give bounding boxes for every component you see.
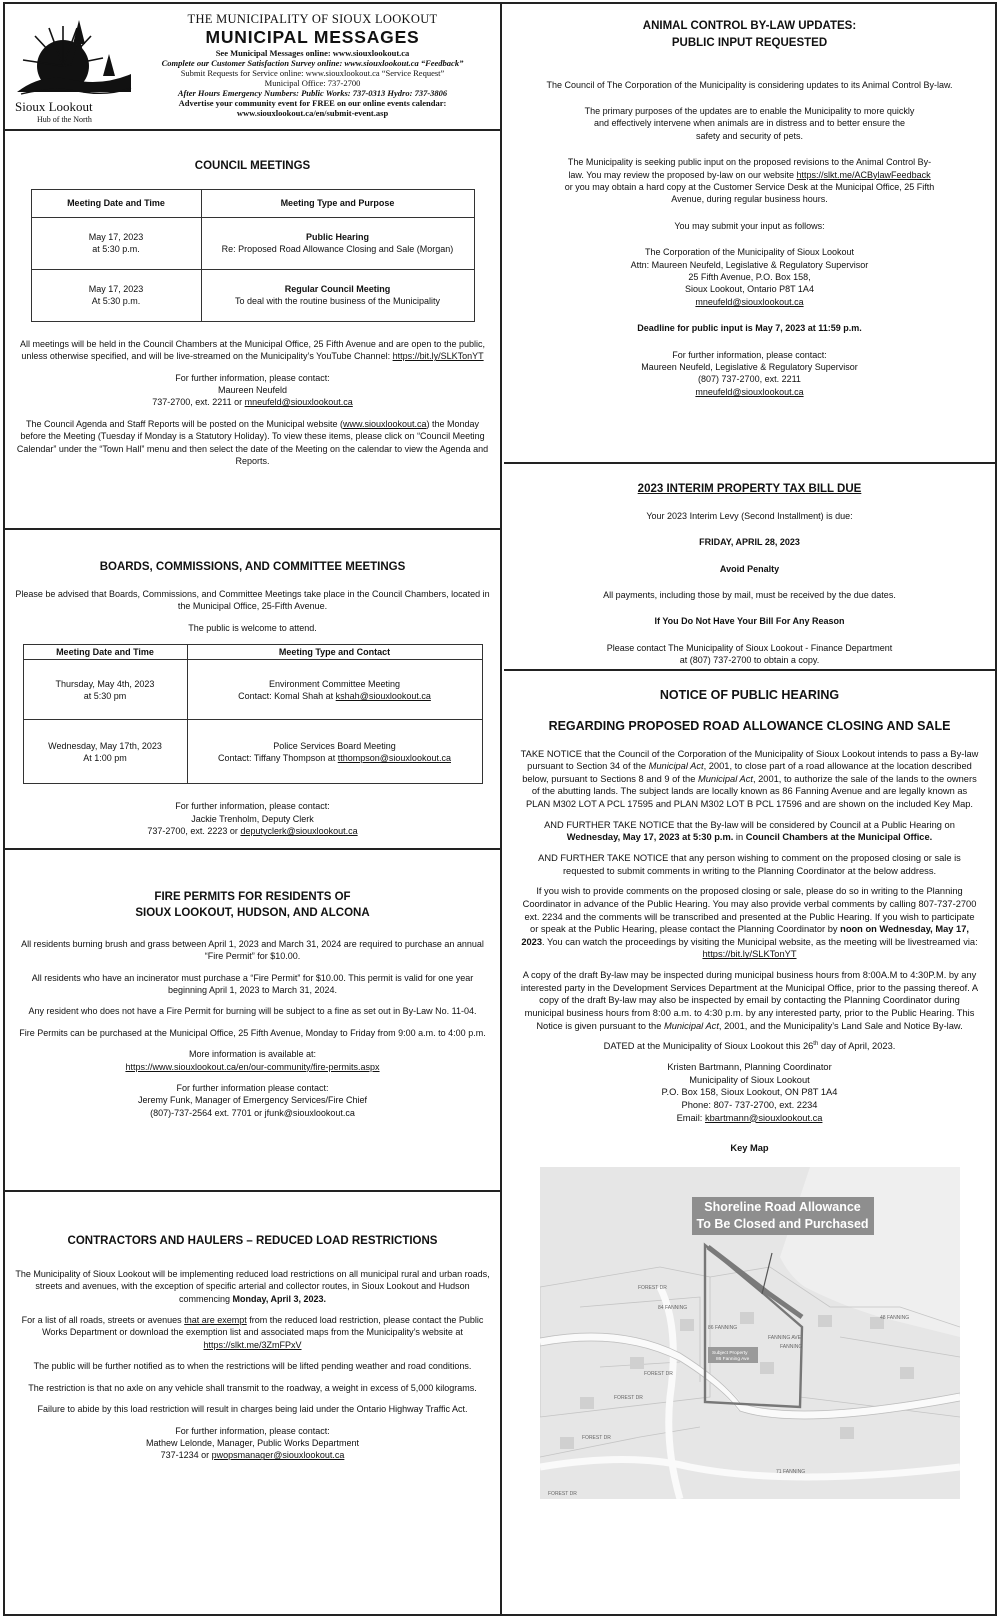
header-line-3: Submit Requests for Service online: www.siouxlookout.ca “Service Request” xyxy=(180,68,445,79)
key-map-title: Key Map xyxy=(730,1143,769,1154)
left-column xyxy=(5,4,502,1614)
header-line-4: Municipal Office: 737-2700 xyxy=(264,78,361,89)
council-paragraph-3: The Council Agenda and Staff Reports will be posted on the Municipal website (www.siouxlookout.ca) the Monday before the Meeting (Tuesday if Monday is a Statutory Holiday). To view these items, please click on “Council Meeting Calendar” under the “Town Hall” menu and then select the date of the Meeting on the calendar to view the Agenda and Reports. xyxy=(16,418,489,467)
fire-contact: For further information please contact: Jeremy Funk, Manager of Emergency Services/Fire Chief (807)-737-2564 ext. 7701 or jfunk@siouxlookout.ca xyxy=(137,1082,368,1118)
council-meetings-section xyxy=(5,133,500,530)
tax-heading: 2023 INTERIM PROPERTY TAX BILL DUE xyxy=(637,483,862,495)
fire-permits-section xyxy=(5,852,500,1192)
animal-control-section xyxy=(504,4,995,464)
table-row xyxy=(31,269,474,321)
boards-heading: BOARDS, COMMISSIONS, AND COMMITTEE MEETINGS xyxy=(99,561,406,573)
fire-heading: FIRE PERMITS FOR RESIDENTS OF SIOUX LOOKOUT, HUDSON, AND ALCONA xyxy=(135,891,370,919)
boards-section xyxy=(5,532,500,850)
tax-paragraph-1: Your 2023 Interim Levy (Second Installment) is due: xyxy=(646,510,853,521)
animal-deadline: Deadline for public input is May 7, 2023 at 11:59 p.m. xyxy=(637,323,862,334)
council-row2-time: At 5:30 p.m. xyxy=(91,296,141,307)
boards-row2-date: Wednesday, May 17th, 2023 xyxy=(48,740,162,751)
map-street-label: FANNING xyxy=(779,1343,802,1350)
public-hearing-section xyxy=(504,673,995,1618)
header-municipality: THE MUNICIPALITY OF SIOUX LOOKOUT xyxy=(187,12,438,26)
boards-paragraph-2: The public is welcome to attend. xyxy=(188,622,317,633)
council-heading: COUNCIL MEETINGS xyxy=(194,160,311,172)
boards-col-type: Meeting Type and Contact xyxy=(187,645,482,660)
council-table xyxy=(31,189,475,322)
hearing-paragraph-2: AND FURTHER TAKE NOTICE that the By-law will be considered by Council at a Public Hearing on Wednesday, May 17, 2023 at 5:30 p.m. in Council Chambers at the Municipal Office. xyxy=(544,819,955,843)
header-line-1: See Municipal Messages online: www.siouxlookout.ca xyxy=(215,48,410,59)
animal-paragraph-1: The Council of The Corporation of the Municipality is considering updates to its Animal Control By-law. xyxy=(546,79,953,90)
tax-bill-section xyxy=(504,466,995,671)
table-row: Wednesday, May 17th, 2023 At 1:00 pm Police Services Board Meeting Contact: Tiffany Thompson at tthompson@siouxlookout.ca xyxy=(23,720,482,784)
map-street-label: FOREST DR xyxy=(547,1490,577,1497)
header-line-7: www.siouxlookout.ca/en/submit-event.asp xyxy=(236,108,389,119)
header-line-5: After Hours Emergency Numbers: Public Works: 737-0313 Hydro: 737-3806 xyxy=(177,88,448,99)
hearing-paragraph-4: If you wish to provide comments on the proposed closing or sale, please do so in writing to the Planning Coordinator in advance of the Public Hearing. You may also provide verbal comments by calling 807-737-2700 ext. 2234 and the comments will be transcribed and presented at the Public Hearing. If you wish to participate or speak at the Public Hearing, please contact the Planning Coordinator by noon on Wednesday, May 17, 2023. You can watch the proceedings by visiting the Municipal website, as the meeting will be livestreamed via: https://bit.ly/SLKTonYT xyxy=(521,886,978,960)
animal-heading: ANIMAL CONTROL BY-LAW UPDATES: PUBLIC INPUT REQUESTED xyxy=(642,20,857,50)
header-title: MUNICIPAL MESSAGES xyxy=(205,26,420,47)
newspaper-page xyxy=(3,2,997,1616)
tax-paragraph-2: All payments, including those by mail, must be received by the due dates. xyxy=(603,590,896,601)
hearing-notice-text xyxy=(520,748,979,1155)
council-row2-purpose: To deal with the routine business of the Municipality xyxy=(234,296,441,307)
boards-row1-time: at 5:30 pm xyxy=(83,690,127,701)
map-street-label: FOREST DR xyxy=(613,1394,643,1401)
boards-row1-date: Thursday, May 4th, 2023 xyxy=(55,678,155,689)
map-street-label: FOREST DR xyxy=(643,1370,673,1377)
hearing-dated: DATED at the Municipality of Sioux Lookout this 26th day of April, 2023. xyxy=(603,1041,896,1052)
map-street-label: 84 FANNING xyxy=(657,1304,687,1311)
planning-email-link[interactable]: kbartmann@siouxlookout.ca xyxy=(704,1112,823,1123)
boards-col-date: Meeting Date and Time xyxy=(23,645,187,660)
key-map xyxy=(540,1167,960,1499)
boards-row1-email[interactable]: kshah@siouxlookout.ca xyxy=(335,690,431,701)
hearing-paragraph-1: TAKE NOTICE that the Council of the Corporation of the Municipality of Sioux Lookout intends to pass a By-law pursuant to Section 34 of the Municipal Act, 2001, to close part of a road allowance at the location described below, pursuant to Sections 8 and 9 of the Municipal Act, 2001, to authorize the sale of the lands to the owners of the abutting lands. The subject lands are locally known as 86 Fanning Avenue and are legally known as PLAN M302 LOT A PCL 17595 and PLAN M302 LOT B PCL 17596 and are shown on the included Key Map. xyxy=(520,748,979,810)
boards-paragraph-1: Please be advised that Boards, Commissions, and Committee Meetings take place in the Council Chambers, located in the Municipal Office, 25-Fifth Avenue. xyxy=(15,588,490,612)
council-contact: For further information, please contact: Maureen Neufeld 737-2700, ext. 2211 or mneufeld@siouxlookout.ca xyxy=(152,372,353,408)
animal-contact-email[interactable]: mneufeld@siouxlookout.ca xyxy=(695,386,804,397)
fire-paragraph-1: All residents burning brush and grass between April 1, 2023 and March 31, 2024 are required to purchase an annual “Fire Permit” for $10.00. xyxy=(21,938,484,962)
fire-paragraph-2: All residents who have an incinerator must purchase a “Fire Permit” for $10.00. This permit is valid for one year beginning April 1, 2023 to March 31, 2024. xyxy=(31,972,474,995)
header-text xyxy=(129,12,496,119)
council-row1-purpose: Re: Proposed Road Allowance Closing and Sale (Morgan) xyxy=(221,244,454,255)
website-link[interactable]: www.siouxlookout.ca xyxy=(342,418,427,429)
roads-paragraph-2: For a list of all roads, streets or avenues that are exempt from the reduced load restriction, please contact the Public Works Department or download the exemption list and associated maps from the Municipality’s website at https://slkt.me/3ZmFPxV xyxy=(21,1315,484,1350)
header-line-6: Advertise your community event for FREE on our online events calendar: xyxy=(178,98,447,109)
header-line-2: Complete our Customer Satisfaction Survey online: www.siouxlookout.ca “Feedback” xyxy=(161,58,464,69)
roads-paragraph-5: Failure to abide by this load restriction will result in charges being laid under the Ontario Highway Traffic Act. xyxy=(37,1404,468,1415)
council-email-link[interactable]: mneufeld@siouxlookout.ca xyxy=(244,397,353,408)
hearing-heading-2: REGARDING PROPOSED ROAD ALLOWANCE CLOSING AND SALE xyxy=(548,719,951,734)
logo-name: Sioux Lookout xyxy=(15,99,93,114)
fire-paragraph-3: Any resident who does not have a Fire Permit for burning will be subject to a fine as set out in By-Law No. 11-04. xyxy=(28,1006,477,1017)
sioux-lookout-logo xyxy=(13,14,137,126)
fire-more-info: More information is available at: https://www.siouxlookout.ca/en/our-community/fire-permits.aspx xyxy=(125,1049,380,1072)
boards-contact: For further information, please contact: Jackie Trenholm, Deputy Clerk 737-2700, ext. 2223 or deputyclerk@siouxlookout.ca xyxy=(147,801,358,837)
roads-paragraph-4: The restriction is that no axle on any vehicle shall transmit to the roadway, a weight in excess of 5,000 kilograms. xyxy=(28,1382,477,1393)
council-col-type: Meeting Type and Purpose xyxy=(201,189,474,217)
hearing-paragraph-3: AND FURTHER TAKE NOTICE that any person wishing to comment on the proposed closing or sale is requested to submit comments in writing to the Planning Coordinator at the below address. xyxy=(538,852,961,876)
animal-paragraph-4: You may submit your input as follows: xyxy=(674,220,825,231)
animal-contact: For further information, please contact: Maureen Neufeld, Legislative & Regulatory Supervisor (807) 737-2700, ext. 2211 mneufeld@siouxlookout.ca xyxy=(641,349,858,397)
map-street-label: 71 FANNING xyxy=(775,1468,805,1475)
table-row: Thursday, May 4th, 2023 at 5:30 pm Environment Committee Meeting Contact: Komal Shah at kshah@siouxlookout.ca xyxy=(23,660,482,720)
fire-permits-link[interactable]: https://www.siouxlookout.ca/en/our-community/fire-permits.aspx xyxy=(125,1061,380,1072)
roads-heading: CONTRACTORS AND HAULERS – REDUCED LOAD RESTRICTIONS xyxy=(67,1235,438,1247)
hearing-paragraph-5: A copy of the draft By-law may be inspected during municipal business hours from 8:00A.M to 4:30P.M. by any interested party in the Development Services Department at the Municipal Office, prior to the passing thereof. A copy of the draft By-law may also be inspected by email by contacting the Planning Coordinator during municipal business hours from 8:00 a.m. to 4:30 p.m. by any interested party, prior to the Public Hearing. This Notice is given pursuant to the Municipal Act, 2001, and the Municipality’s Land Sale and Notice By-law. xyxy=(520,970,979,1031)
table-row xyxy=(31,217,474,269)
exemption-list-link[interactable]: https://slkt.me/3ZmFPxV xyxy=(203,1339,302,1350)
map-street-label: FOREST DR xyxy=(581,1434,611,1441)
hearing-heading-1: NOTICE OF PUBLIC HEARING xyxy=(659,688,840,702)
hearing-signature: Kristen Bartmann, Planning Coordinator Municipality of Sioux Lookout P.O. Box 158, Sioux Lookout, ON P8T 1A4 Phone: 807- 737-2700, ext. 2234 Email: kbartmann@siouxlookout.ca xyxy=(661,1062,838,1123)
map-subject-label-2: 86 Fanning Ave xyxy=(715,1356,749,1362)
load-restrictions-section xyxy=(5,1194,500,1618)
boards-table xyxy=(23,644,483,784)
boards-row2-type: Police Services Board Meeting xyxy=(273,740,396,751)
map-callout-label: Shoreline Road Allowance To Be Closed and Purchased xyxy=(692,1197,874,1235)
boards-row1-type: Environment Committee Meeting xyxy=(268,678,401,689)
municipal-header xyxy=(5,4,500,131)
fire-paragraph-4: Fire Permits can be purchased at the Municipal Office, 25 Fifth Avenue, Monday to Friday from 9:00 a.m. to 4:00 p.m. xyxy=(19,1027,486,1038)
tax-paragraph-4: Please contact The Municipality of Sioux Lookout - Finance Department at (807) 737-2700 to obtain a copy. xyxy=(606,642,893,666)
boards-row2-email[interactable]: tthompson@siouxlookout.ca xyxy=(337,752,451,763)
roads-email-link[interactable]: pwopsmanager@siouxlookout.ca xyxy=(211,1450,345,1461)
map-street-label: FANNING AVE xyxy=(767,1334,801,1341)
livestream-link[interactable]: https://bit.ly/SLKTonYT xyxy=(702,949,797,960)
animal-address-email[interactable]: mneufeld@siouxlookout.ca xyxy=(695,296,804,307)
council-row1-type: Public Hearing xyxy=(305,231,369,242)
map-street-label: FOREST DR xyxy=(637,1284,667,1291)
map-subject-label-1: Subject Property xyxy=(711,1350,747,1356)
logo-tagline: Hub of the North xyxy=(37,115,92,124)
map-street-label: 48 FANNING xyxy=(879,1314,909,1321)
council-row1-time: at 5:30 p.m. xyxy=(92,244,140,255)
roads-paragraph-3: The public will be further notified as to when the restrictions will be lifted pending weather and road conditions. xyxy=(33,1361,472,1372)
council-row2-date: May 17, 2023 xyxy=(88,283,144,294)
animal-paragraph-3: The Municipality is seeking public input on the proposed revisions to the Animal Control By-law. You may review the proposed by-law on our website https://slkt.me/ACBylawFeedback or you may obtain a hard copy at the Customer Service Desk at the Municipal Office, 25 Fifth Avenue, during regular business hours. xyxy=(564,157,935,205)
council-paragraph-1: All meetings will be held in the Council Chambers at the Municipal Office, 25 Fifth Avenue and are open to the public, unless otherwise specified, and will be live-streamed on the Municipality’s YouTube Channel: https://bit.ly/SLKTonYT xyxy=(20,338,485,362)
right-column xyxy=(504,4,995,1614)
boards-email-link[interactable]: deputyclerk@siouxlookout.ca xyxy=(240,826,358,837)
tax-paragraph-3: If You Do Not Have Your Bill For Any Reason xyxy=(654,616,845,627)
animal-bylaw-link[interactable]: https://slkt.me/ACBylawFeedback xyxy=(796,169,931,180)
roads-contact: For further information, please contact: Mathew Lelonde, Manager, Public Works Department 737-1234 or pwopsmanager@siouxlookout.ca xyxy=(146,1425,359,1461)
animal-paragraph-2: The primary purposes of the updates are to enable the Municipality to more quickly and effectively intervene when animals are in distress and to better ensure the safety and security of pets. xyxy=(584,105,915,141)
roads-paragraph-1: The Municipality of Sioux Lookout will be implementing reduced load restrictions on all municipal rural and urban roads, streets and avenues, with the exception of specific arterial and collector routes, in Sioux Lookout and Hudson commencing Monday, April 3, 2023. xyxy=(15,1268,490,1304)
tax-due-date: FRIDAY, APRIL 28, 2023 xyxy=(699,537,800,548)
tax-avoid-penalty: Avoid Penalty xyxy=(719,563,780,574)
youtube-link[interactable]: https://bit.ly/SLKTonYT xyxy=(392,351,484,362)
boards-row2-time: At 1:00 pm xyxy=(83,752,127,763)
animal-address: The Corporation of the Municipality of Sioux Lookout Attn: Maureen Neufeld, Legislative & Regulatory Supervisor 25 Fifth Avenue, P.O. Box 158, Sioux Lookout, Ontario P8T 1A4 mneufeld@siouxlookout.ca xyxy=(630,247,869,307)
map-street-label: 86 FANNING xyxy=(707,1324,737,1331)
council-row2-type: Regular Council Meeting xyxy=(284,283,391,294)
council-row1-date: May 17, 2023 xyxy=(88,231,144,242)
council-col-date: Meeting Date and Time xyxy=(31,189,201,217)
